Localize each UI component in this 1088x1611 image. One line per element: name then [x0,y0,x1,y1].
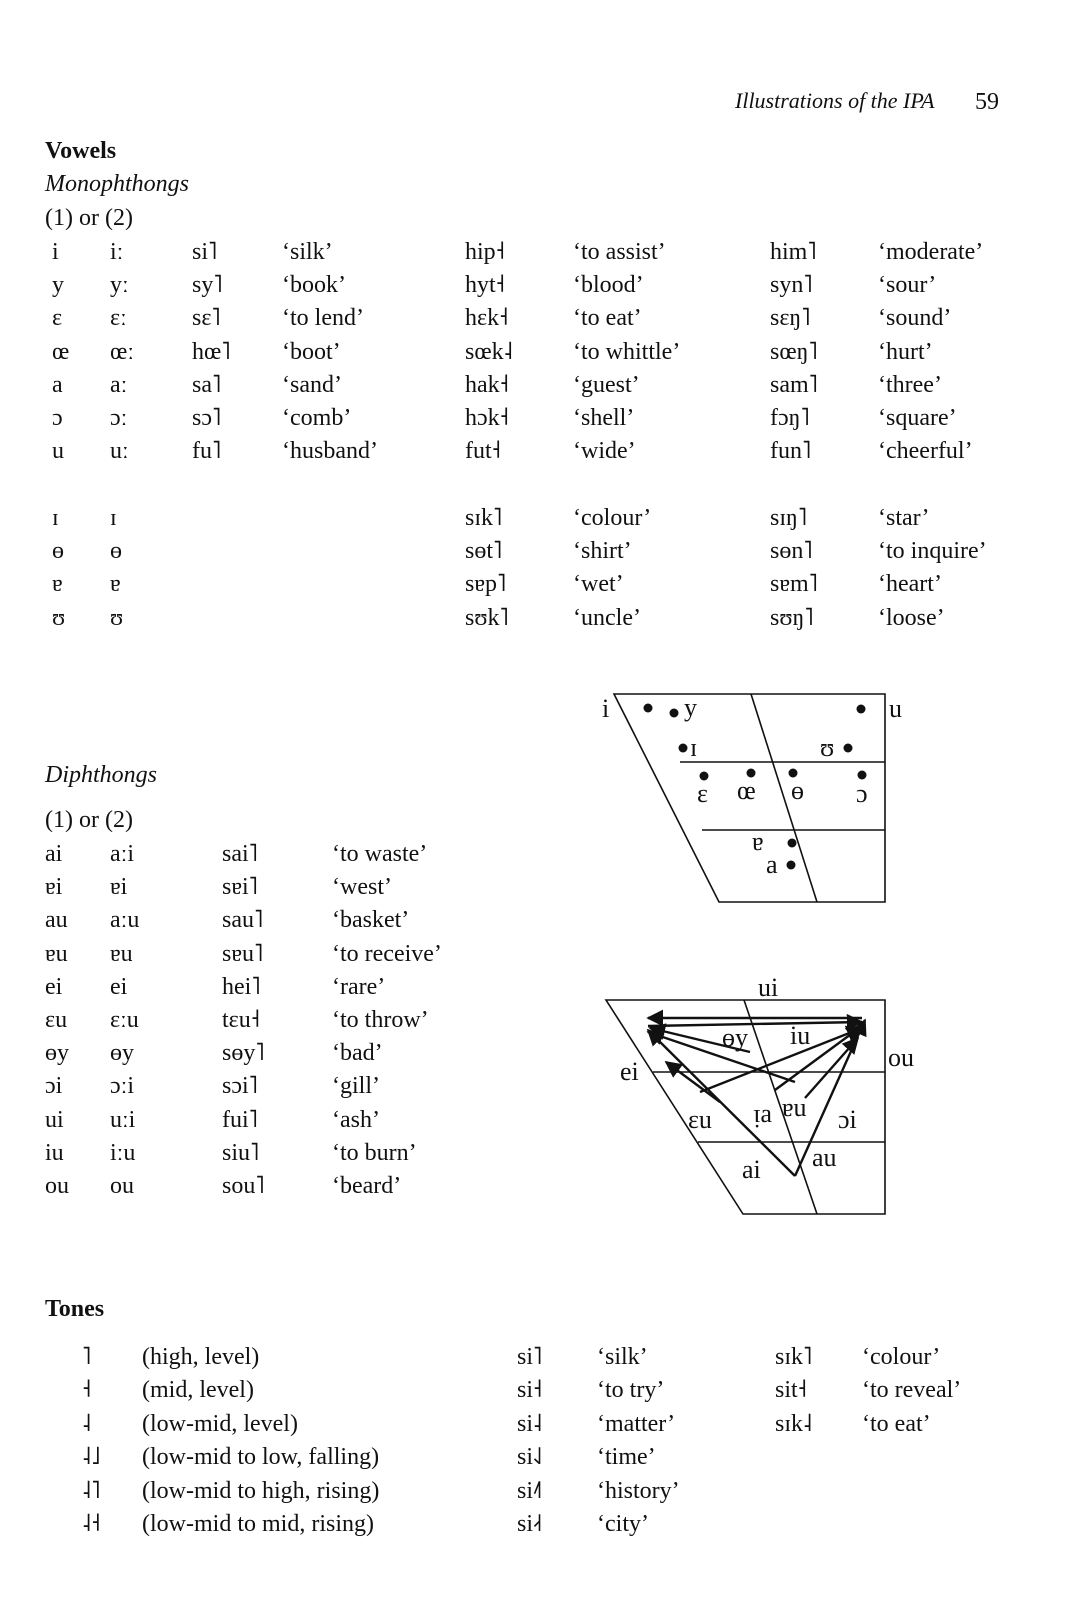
diphthong-row-cell: ‘beard’ [332,1173,402,1199]
monophthong-row-cell: sɛŋ˥ [770,305,811,332]
diphthong-row-cell: ‘bad’ [332,1040,383,1067]
short-vowel-row-cell: ‘to inquire’ [878,538,987,565]
tone-row-cell: sit˧ [775,1377,807,1404]
short-vowel-row-cell: sɐp˥ [465,571,507,598]
monophthong-row-cell: ‘to assist’ [573,239,666,265]
tone-row-cell: ˨˥ [82,1477,101,1504]
chart2-label-ai: ai [742,1155,761,1184]
monophthong-row-cell: him˥ [770,239,817,265]
monophthong-row-cell: i [52,239,59,265]
diphthong-row-cell: ɐi [45,874,63,901]
chart1-label-a: a [766,850,778,879]
monophthong-row-cell: ‘boot’ [282,338,341,365]
short-vowel-row-cell: ‘star’ [878,505,930,531]
chart1-label-i: i [602,694,610,723]
tone-row-cell: ‘to eat’ [862,1410,931,1437]
diphthong-row-cell: sɐi˥ [222,874,258,901]
monophthong-row-cell: fut˧ [465,438,501,465]
tone-row-cell: si˨˥ [517,1477,543,1504]
tone-row-cell: ˥ [82,1344,92,1370]
diphthong-row-cell: uːi [110,1106,136,1133]
short-vowel-row-cell: sɵt˥ [465,538,503,565]
monophthongs-heading: Monophthongs [45,171,189,197]
chart1-label-y: y [684,693,697,722]
diphthong-row-cell: ‘ash’ [332,1106,380,1133]
monophthong-row-cell: ‘square’ [878,405,957,431]
diphthong-row-cell: ɔːi [110,1073,134,1100]
diphthong-row-cell: ‘to burn’ [332,1139,417,1166]
short-vowel-row-cell: sɪk˥ [465,505,503,531]
short-vowel-row-cell: sʊk˥ [465,604,509,631]
diphthong-row-cell: aːu [110,907,140,934]
monophthong-row-cell: ɛː [110,305,127,332]
chart1-label-u: u [889,694,902,723]
tone-row-cell: sɪk˨ [775,1410,813,1437]
diphthong-row-cell: tɛu˧ [222,1007,260,1033]
diphthong-row-cell: ‘to receive’ [332,940,442,967]
monophthong-row-cell: ɛ [52,305,63,332]
diphthongs-heading: Diphthongs [45,762,158,788]
chart1-label-small-capital-i: ɪ [690,733,698,762]
diphthong-row-cell: ɛːu [110,1007,139,1033]
monophthong-row-cell: fu˥ [192,438,222,465]
chart2-label-ou: ou [888,1043,914,1072]
monophthong-row-cell: ‘blood’ [573,272,644,299]
monophthong-row-cell: fɔŋ˥ [770,405,810,431]
monophthong-row-cell: ‘to lend’ [282,305,364,332]
monophthong-row-cell: a [52,371,63,398]
short-vowel-row-cell: sɪŋ˥ [770,505,808,531]
short-vowel-row-cell: ʊ [52,604,66,631]
monophthong-row-cell: ‘moderate’ [878,239,984,265]
diphthong-row-cell: ‘gill’ [332,1073,380,1100]
chart1-label-open-e: ɛ [697,779,708,808]
tone-row-cell: ˨ [82,1410,92,1437]
diphthong-row-cell: iːu [110,1139,136,1166]
chart1-label-oe: œ [737,776,756,805]
tone-row-cell: si˨˩ [517,1444,543,1471]
monophthong-row-cell: syn˥ [770,272,813,299]
tone-row-cell: sɪk˥ [775,1344,813,1370]
monophthong-row-cell: œː [110,338,134,365]
chart1-label-barred-o: ɵ [791,776,804,805]
tone-row-cell: (mid, level) [142,1377,254,1404]
diphthong-row-cell: au [45,907,68,934]
monophthong-row-cell: ‘book’ [282,272,346,299]
monophthong-row-cell: ‘comb’ [282,405,352,431]
tone-row-cell: (low-mid to mid, rising) [142,1511,374,1537]
chart2-label-ui: ui [758,973,779,1002]
monophthong-row-cell: hip˧ [465,239,505,265]
tone-row-cell: ‘history’ [597,1477,680,1504]
monophthong-row-cell: ‘to whittle’ [573,338,681,365]
tone-row-cell: si˨˧ [517,1511,543,1537]
monophthong-row-cell: ‘silk’ [282,239,333,265]
monophthong-row-cell: yː [110,272,129,299]
short-vowel-row-cell: ‘wet’ [573,571,624,598]
chart2-label-eu: ɛu [688,1105,712,1134]
short-vowel-row-cell: ɐ [110,571,121,598]
monophthong-row-cell: ɔː [110,405,128,431]
monophthong-row-cell: ‘shell’ [573,405,635,431]
diphthong-row-cell: hei˥ [222,973,261,1000]
short-vowel-row-cell: ɵ [52,538,64,565]
vowels-heading: Vowels [45,138,117,164]
short-vowel-row-cell: sʊŋ˥ [770,604,814,631]
tone-row-cell: ˨˩ [82,1444,101,1471]
chart2-label-oi: ɔi [838,1105,857,1134]
diphthong-row-cell: fui˥ [222,1106,258,1133]
monophthong-row-cell: œ [52,338,70,365]
diphthong-row-cell: ɔi [45,1073,63,1100]
tone-row-cell: ‘matter’ [597,1410,676,1437]
monophthong-row-cell: sy˥ [192,272,223,299]
diphthong-row-cell: ou [45,1173,69,1199]
monophthong-row-cell: ‘to eat’ [573,305,642,332]
monophthongs-column-header: (1) or (2) [45,205,133,231]
chart2-label-ei: ei [620,1057,639,1086]
monophthong-row-cell: hœ˥ [192,338,231,365]
tone-row-cell: ‘silk’ [597,1344,648,1370]
monophthong-row-cell: ‘three’ [878,371,942,398]
diphthong-row-cell: ɛu [45,1007,68,1033]
tone-row-cell: (low-mid, level) [142,1410,298,1437]
monophthong-row-cell: sœk˨ [465,338,513,365]
short-vowel-row-cell: ɵ [110,538,122,565]
diphthong-row-cell: sɔi˥ [222,1073,258,1100]
diphthong-row-cell: ei [45,973,63,1000]
monophthong-row-cell: uː [110,438,129,465]
monophthong-row-cell: ‘sand’ [282,371,342,398]
diphthong-row-cell: ɵy [45,1040,69,1067]
short-vowel-row-cell: sɐm˥ [770,571,818,598]
arrow-ei [666,1062,720,1102]
monophthong-row-cell: hyt˧ [465,272,505,299]
chart1-divider [751,694,817,902]
diphthongs-column-header: (1) or (2) [45,807,133,833]
tone-row-cell: si˥ [517,1344,543,1370]
monophthong-row-cell: fun˥ [770,438,812,465]
diphthong-row-cell: ɐu [110,940,133,967]
monophthong-row-cell: hɔk˧ [465,405,509,431]
diphthong-row-cell: iu [45,1139,64,1166]
chart2-label-ɐi: ɐi [753,1104,772,1133]
tone-row-cell: (low-mid to low, falling) [142,1444,380,1471]
diphthong-row-cell: ai [45,841,63,867]
chart2-label-au: au [812,1143,837,1172]
monophthong-row-cell: ‘sound’ [878,305,952,332]
tone-row-cell: si˨ [517,1410,543,1437]
tone-row-cell: ‘time’ [597,1444,656,1471]
short-vowel-row-cell: ‘heart’ [878,571,942,598]
chart2-label-oey: ɵy [722,1023,748,1052]
tone-row-cell: (low-mid to high, rising) [142,1477,380,1504]
diphthong-row-cell: ‘rare’ [332,973,386,1000]
monophthong-row-cell: iː [110,239,124,265]
tone-row-cell: ˨˧ [82,1511,101,1537]
diphthong-row-cell: sɐu˥ [222,940,264,967]
monophthong-vowel-chart [600,690,900,910]
diphthong-row-cell: ‘west’ [332,874,392,901]
monophthong-row-cell: sœŋ˥ [770,338,818,365]
diphthong-row-cell: sɵy˥ [222,1040,265,1067]
monophthong-row-cell: u [52,438,64,465]
chart1-label-turned-a: ɐ [752,827,764,856]
chart1-label-upsilon: ʊ [820,733,835,762]
tone-row-cell: ‘colour’ [862,1344,941,1370]
tone-row-cell: ‘to reveal’ [862,1377,962,1404]
diphthong-row-cell: ‘basket’ [332,907,410,934]
arrow-iu [648,1022,862,1026]
diphthong-row-cell: ɵy [110,1040,134,1067]
short-vowel-row-cell: sɵn˥ [770,538,813,565]
monophthong-row-cell: ‘sour’ [878,272,937,299]
diphthong-row-cell: ei [110,973,128,1000]
chart2-label-ɐu: ɐu [782,1093,807,1122]
short-vowel-row-cell: ɪ [52,505,59,531]
short-vowel-row-cell: ɐ [52,571,63,598]
diphthong-row-cell: aːi [110,841,134,867]
diphthong-row-cell: ɐu [45,940,68,967]
diphthong-row-cell: ɐi [110,874,128,901]
monophthong-row-cell: ‘hurt’ [878,338,933,365]
chart2-label-iu: iu [790,1021,811,1050]
page-number: 59 [975,89,999,115]
short-vowel-row-cell: ‘colour’ [573,505,652,531]
tone-row-cell: ˧ [82,1377,92,1404]
monophthong-row-cell: aː [110,371,128,398]
monophthong-row-cell: ‘wide’ [573,438,636,465]
diphthong-row-cell: sau˥ [222,907,264,934]
tone-row-cell: ‘city’ [597,1511,649,1537]
short-vowel-row-cell: ‘uncle’ [573,604,641,631]
running-title: Illustrations of the IPA [735,88,935,113]
monophthong-row-cell: ‘guest’ [573,371,640,398]
diphthong-row-cell: ‘to waste’ [332,841,428,867]
monophthong-row-cell: hak˧ [465,371,509,398]
tone-row-cell: (high, level) [142,1344,260,1370]
monophthong-row-cell: ‘cheerful’ [878,438,973,465]
monophthong-row-cell: si˥ [192,239,218,265]
monophthong-row-cell: sa˥ [192,371,222,398]
diphthong-vowel-chart [600,970,930,1230]
monophthong-row-cell: ‘husband’ [282,438,378,465]
diphthong-row-cell: sou˥ [222,1173,265,1199]
diphthong-row-cell: sai˥ [222,841,258,867]
monophthong-row-cell: ɔ [52,405,63,431]
monophthong-row-cell: y [52,272,64,299]
diphthong-row-cell: ‘to throw’ [332,1007,429,1033]
chart1-label-open-o: ɔ [856,779,868,808]
diphthong-row-cell: siu˥ [222,1139,260,1166]
diphthong-row-cell: ou [110,1173,134,1199]
monophthong-row-cell: hɛk˧ [465,305,509,332]
short-vowel-row-cell: ‘shirt’ [573,538,632,565]
monophthong-row-cell: sam˥ [770,371,818,398]
monophthong-row-cell: sɛ˥ [192,305,221,332]
tone-row-cell: si˧ [517,1377,543,1404]
short-vowel-row-cell: ‘loose’ [878,604,945,631]
monophthong-row-cell: sɔ˥ [192,405,222,431]
short-vowel-row-cell: ʊ [110,604,124,631]
short-vowel-row-cell: ɪ [110,505,117,531]
tones-heading: Tones [45,1296,105,1322]
tone-row-cell: ‘to try’ [597,1377,665,1404]
diphthong-row-cell: ui [45,1106,64,1133]
